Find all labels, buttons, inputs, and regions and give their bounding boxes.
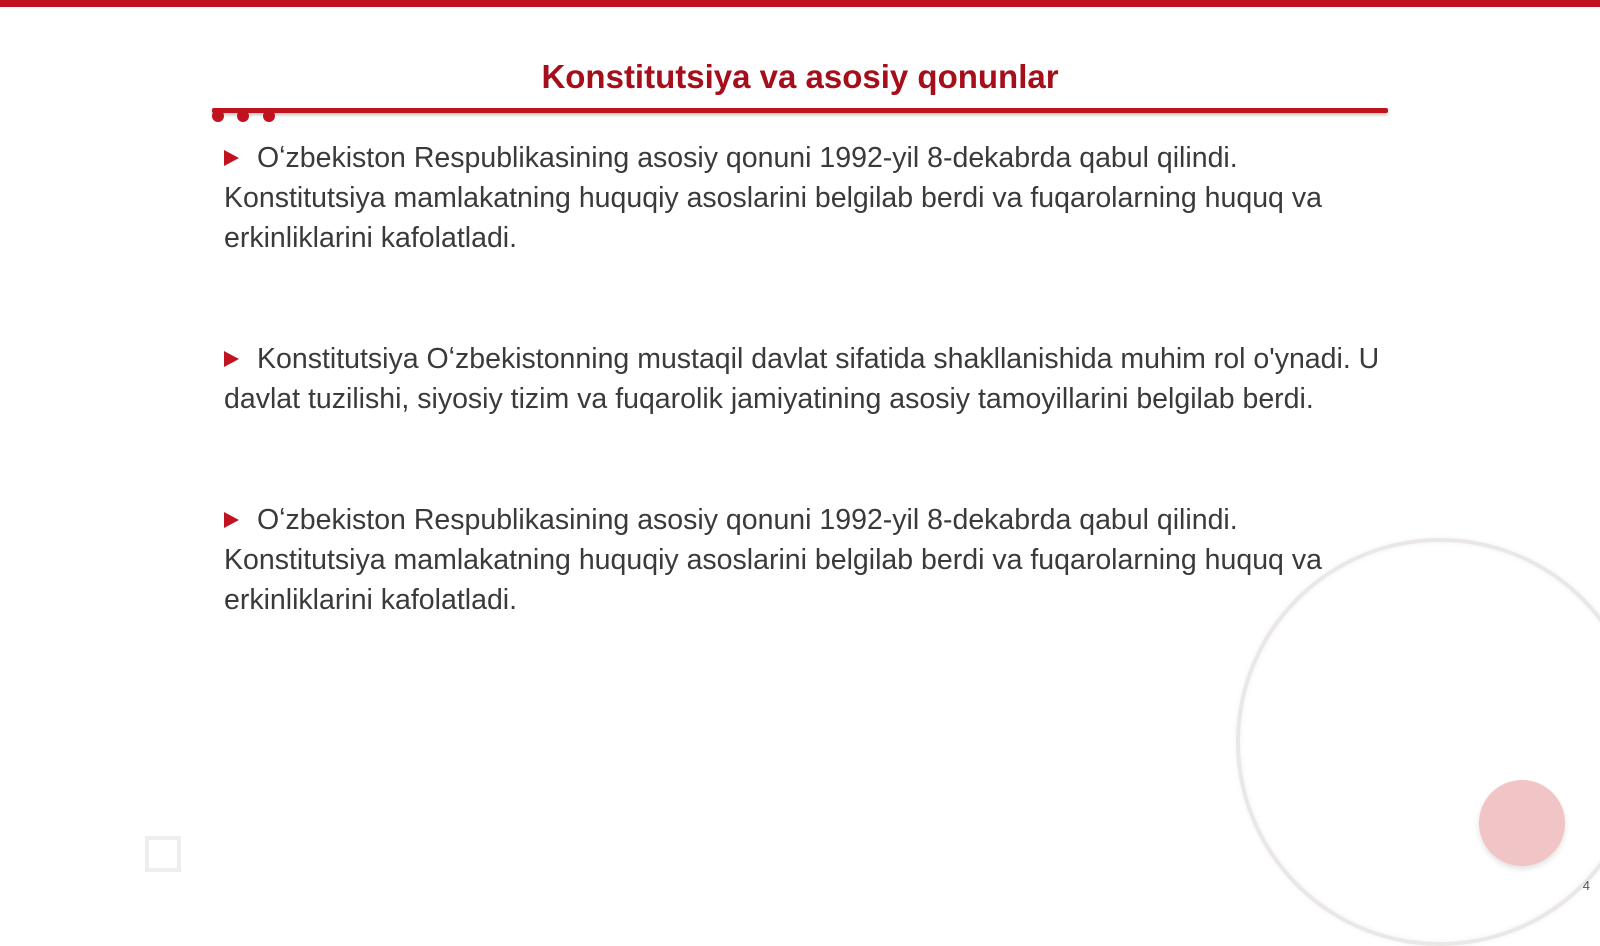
bullet-text: Oʻzbekiston Respublikasining asosiy qonuni 1992-yil 8-dekabrda qabul qilindi. Konstitutsiya mamlakatning huquqiy asoslarini belgilab berdi va fuqarolarning huquq va erkinliklarini kafolatladi. <box>224 504 1322 616</box>
decor-dot <box>263 110 275 122</box>
top-accent-bar <box>0 0 1600 7</box>
bullet-item <box>224 500 1384 620</box>
decor-dot <box>237 110 249 122</box>
bullet-list <box>224 138 1384 701</box>
title-underline <box>212 108 1388 113</box>
bullet-text: Oʻzbekiston Respublikasining asosiy qonuni 1992-yil 8-dekabrda qabul qilindi. Konstitutsiya mamlakatning huquqiy asoslarini belgilab berdi va fuqarolarning huquq va erkinliklarini kafolatladi. <box>224 142 1322 254</box>
title-dots-decoration <box>212 110 282 124</box>
bullet-text: Konstitutsiya Oʻzbekistonning mustaqil davlat sifatida shakllanishida muhim rol o'ynadi. U davlat tuzilishi, siyosiy tizim va fuqarolik jamiyatining asosiy tamoyillarini belgilab berdi. <box>224 343 1380 415</box>
bullet-item <box>224 138 1384 258</box>
slide-title: Konstitutsiya va asosiy qonunlar <box>541 58 1059 95</box>
page-number: 4 <box>1582 878 1590 893</box>
triangle-right-icon <box>224 351 239 367</box>
decor-dot <box>212 110 224 122</box>
bullet-item <box>224 339 1384 419</box>
decor-circle <box>1479 780 1565 866</box>
decor-square <box>145 836 181 872</box>
triangle-right-icon <box>224 512 239 528</box>
triangle-right-icon <box>224 150 239 166</box>
